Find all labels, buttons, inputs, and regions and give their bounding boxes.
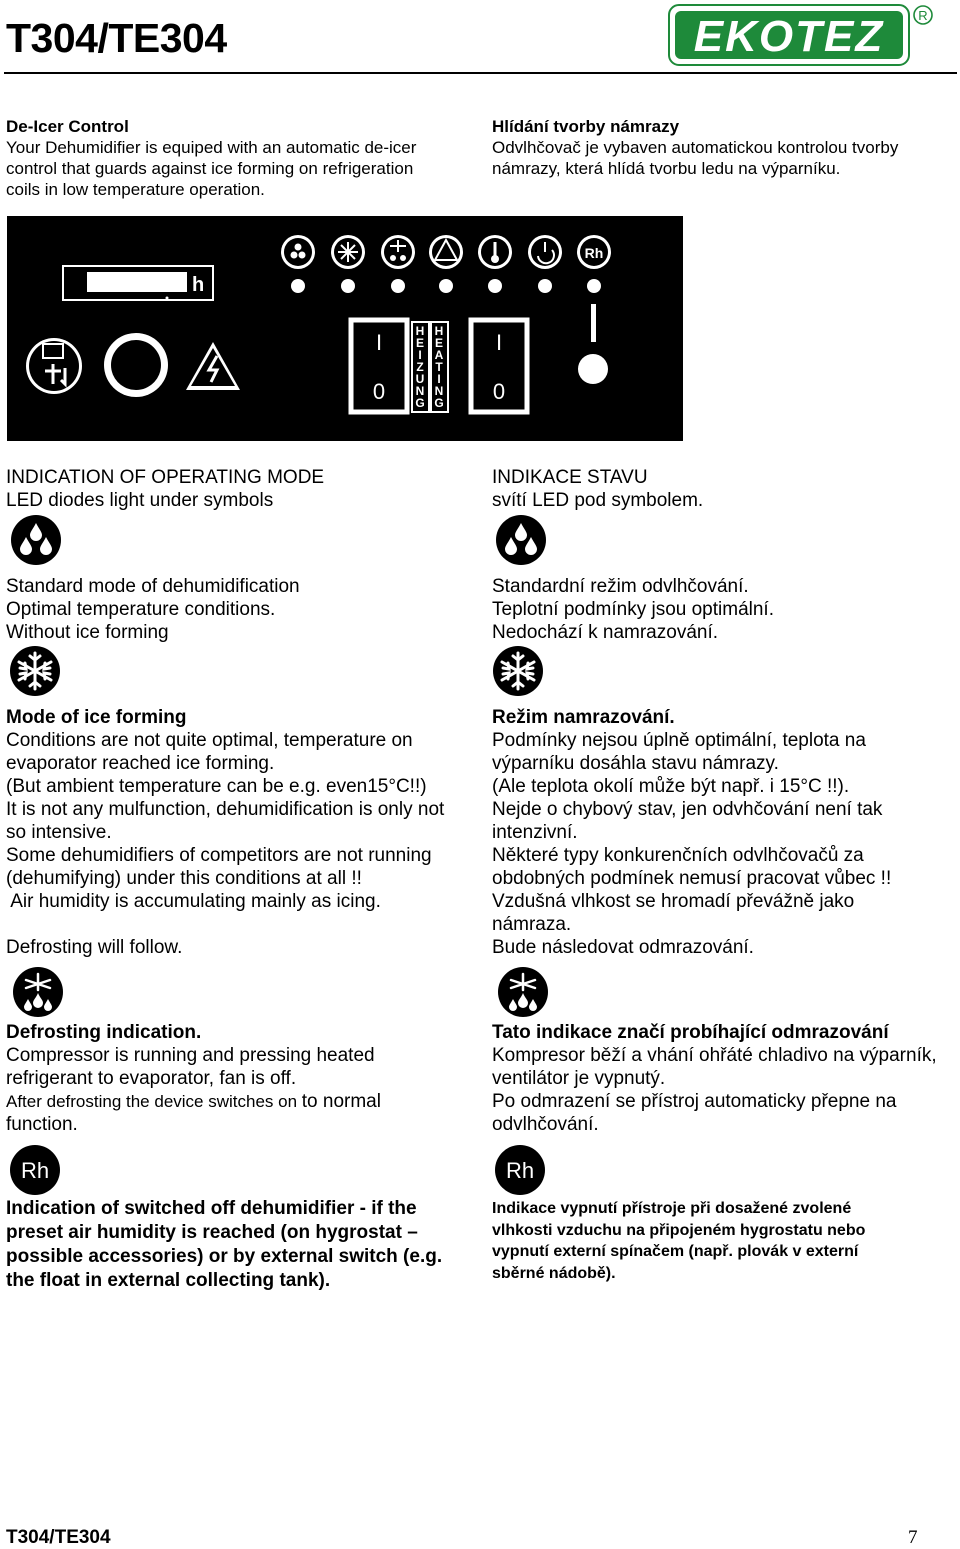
svg-text:I: I (437, 372, 441, 386)
ice-en-line: It is not any mulfunction, dehumidification is only not (6, 799, 445, 820)
page-number: 7 (908, 1527, 918, 1548)
rh-cz-line: sběrné nádobě). (492, 1264, 616, 1282)
rh-en (6, 1197, 476, 1293)
defrost-cz-line: Po odmrazení se přístroj automaticky přepne na (492, 1091, 897, 1112)
svg-text:I: I (418, 348, 422, 362)
display-window (87, 272, 187, 292)
svg-text:E: E (434, 336, 444, 350)
indication-cz-line: svítí LED pod symbolem. (492, 490, 704, 511)
switch-on-label: I (495, 330, 503, 355)
defrost-en-last: function. (6, 1114, 78, 1135)
defrost-en-heading: Defrosting indication. (6, 1022, 202, 1043)
rh-en-line: Indication of switched off dehumidifier - if the (6, 1198, 417, 1219)
standard-en (6, 575, 476, 644)
ice-en-line: Air humidity is accumulating mainly as icing. (6, 891, 381, 912)
svg-text:T: T (435, 360, 443, 374)
ice-cz-line: Některé typy konkurenčních odvlhčovačů za (492, 845, 864, 866)
document-title: T304/TE304 (6, 15, 227, 61)
svg-text:H: H (415, 324, 425, 338)
rh-cz-line: vlhkosti vzduchu na připojeném hygrostatu nebo (492, 1221, 866, 1239)
rh-en-line: preset air humidity is reached (on hygrostat – (6, 1222, 418, 1243)
svg-text:N: N (415, 384, 425, 398)
indication-en-line: LED diodes light under symbols (6, 490, 274, 511)
defrost-cz (492, 1021, 958, 1136)
rh-icon (494, 1144, 546, 1196)
ice-cz-line: Vzdušná vlhkost se hromadí převážně jako (492, 891, 855, 912)
standard-cz-line: Standardní režim odvlhčování. (492, 576, 749, 597)
indication-cz-line: INDIKACE STAVU (492, 467, 648, 488)
deicer-cz-line: námrazy, která hlídá tvorbu ledu na výparníku. (492, 159, 841, 178)
ice-cz-line: (Ale teplota okolí může být např. i 15°C !!). (492, 776, 850, 797)
switch-off-label: 0 (372, 379, 386, 404)
rh-icon-label: Rh (505, 1158, 535, 1183)
deicer-en-line: Your Dehumidifier is equiped with an automatic de-icer (6, 138, 417, 157)
ice-cz (492, 706, 960, 959)
defrost-en-line: Compressor is running and pressing heated (6, 1045, 375, 1066)
footer-model: T304/TE304 (6, 1527, 111, 1548)
logo-text: EKOTEZ (693, 12, 885, 61)
deicer-en-line: coils in low temperature operation. (6, 180, 265, 199)
indicator-line (591, 304, 596, 342)
svg-text:A: A (434, 348, 444, 362)
drops-icon (10, 514, 62, 566)
defrost-en-after (6, 1090, 476, 1113)
deicer-en (6, 116, 476, 200)
display-h-icon: h (192, 274, 205, 296)
switch-off-label: 0 (492, 379, 506, 404)
defrost-en-line: refrigerant to evaporator, fan is off. (6, 1068, 297, 1089)
snowflake-icon (9, 645, 61, 697)
defrost-cz-line: odvlhčování. (492, 1114, 599, 1135)
ice-cz-line: námraza. (492, 914, 572, 935)
deicer-cz (492, 116, 960, 179)
deicer-en-line: control that guards against ice forming on refrigeration (6, 159, 414, 178)
standard-en-line: Standard mode of dehumidification (6, 576, 300, 597)
rh-icon-label: Rh (20, 1158, 50, 1183)
ice-en-line: (dehumifying) under this conditions at all !! (6, 868, 362, 889)
heizung-letters (415, 324, 424, 410)
drops-icon (495, 514, 547, 566)
deicer-en-heading: De-Icer Control (6, 117, 129, 136)
indication-cz (492, 466, 960, 512)
standard-cz-line: Nedochází k namrazování. (492, 622, 719, 643)
standard-cz (492, 575, 960, 644)
rh-cz-line: vypnutí externí spínačem (např. plovák v externí (492, 1243, 859, 1260)
ice-cz-line: Bude následovat odmrazování. (492, 937, 754, 958)
ice-en-follow: Defrosting will follow. (6, 937, 183, 958)
ice-en-line: (But ambient temperature can be e.g. even15°C!!) (6, 776, 427, 797)
ice-cz-line: Nejde o chybový stav, jen odvhčování není tak (492, 799, 883, 820)
registered-icon: R (918, 8, 928, 23)
panel-rh-label: Rh (584, 245, 604, 261)
ice-cz-line: obdobných podmínek nemusí pracovat vůbec !! (492, 868, 892, 889)
svg-text:Z: Z (416, 360, 424, 374)
ice-en-line: Conditions are not quite optimal, temperature on (6, 730, 413, 751)
switch-on-label: I (375, 330, 383, 355)
rh-cz (492, 1198, 960, 1284)
rh-en-line: the float in external collecting tank). (6, 1270, 331, 1291)
standard-en-line: Optimal temperature conditions. (6, 599, 276, 620)
svg-text:N: N (434, 384, 444, 398)
defrost-icon (12, 966, 64, 1018)
indication-en (6, 466, 476, 512)
rh-icon (9, 1144, 61, 1196)
defrost-cz-line: ventilátor je vypnutý. (492, 1068, 666, 1089)
defrost-icon (497, 966, 549, 1018)
defrost-cz-line: Kompresor běží a vhání ohřáté chladivo na výparník, (492, 1045, 937, 1066)
svg-text:G: G (415, 396, 425, 410)
rh-en-line: possible accessories) or by external switch (e.g. (6, 1246, 443, 1267)
heating-letters (434, 324, 443, 410)
svg-text:U: U (415, 372, 425, 386)
defrost-en-small: After defrosting the device switches on (6, 1092, 302, 1111)
snowflake-icon (492, 645, 544, 697)
svg-text:G: G (434, 396, 444, 410)
svg-text:E: E (415, 336, 425, 350)
ice-cz-heading: Režim namrazování. (492, 707, 675, 728)
deicer-cz-heading: Hlídání tvorby námrazy (492, 117, 680, 136)
led-row (291, 279, 601, 293)
defrost-en (6, 1021, 476, 1136)
indicator-symbols-row (281, 235, 611, 269)
standard-cz-line: Teplotní podmínky jsou optimální. (492, 599, 774, 620)
ekotez-logo (668, 4, 934, 66)
ice-en-line: evaporator reached ice forming. (6, 753, 275, 774)
deicer-cz-line: Odvlhčovač je vybaven automatickou kontrolou tvorby (492, 138, 899, 157)
defrost-cz-heading: Tato indikace značí probíhající odmrazování (492, 1022, 889, 1043)
standard-en-line: Without ice forming (6, 622, 169, 643)
indication-en-line: INDICATION OF OPERATING MODE (6, 467, 325, 488)
ice-en-heading: Mode of ice forming (6, 707, 187, 728)
rh-cz-line: Indikace vypnutí přístroje při dosažené zvolené (492, 1200, 852, 1217)
indicator-lamp (578, 354, 608, 384)
ice-en-line: so intensive. (6, 822, 112, 843)
control-panel-drawing (7, 216, 683, 441)
control-panel-image (7, 216, 683, 441)
ice-en (6, 706, 476, 959)
ice-cz-line: Podmínky nejsou úplně optimální, teplota na (492, 730, 866, 751)
svg-text:H: H (434, 324, 444, 338)
ice-cz-line: výparníku dosáhla stavu námrazy. (492, 753, 779, 774)
header-rule (4, 72, 957, 74)
ice-cz-line: intenzivní. (492, 822, 578, 843)
ice-en-line: Some dehumidifiers of competitors are not running (6, 845, 432, 866)
defrost-en-small-tail: to normal (301, 1091, 381, 1112)
